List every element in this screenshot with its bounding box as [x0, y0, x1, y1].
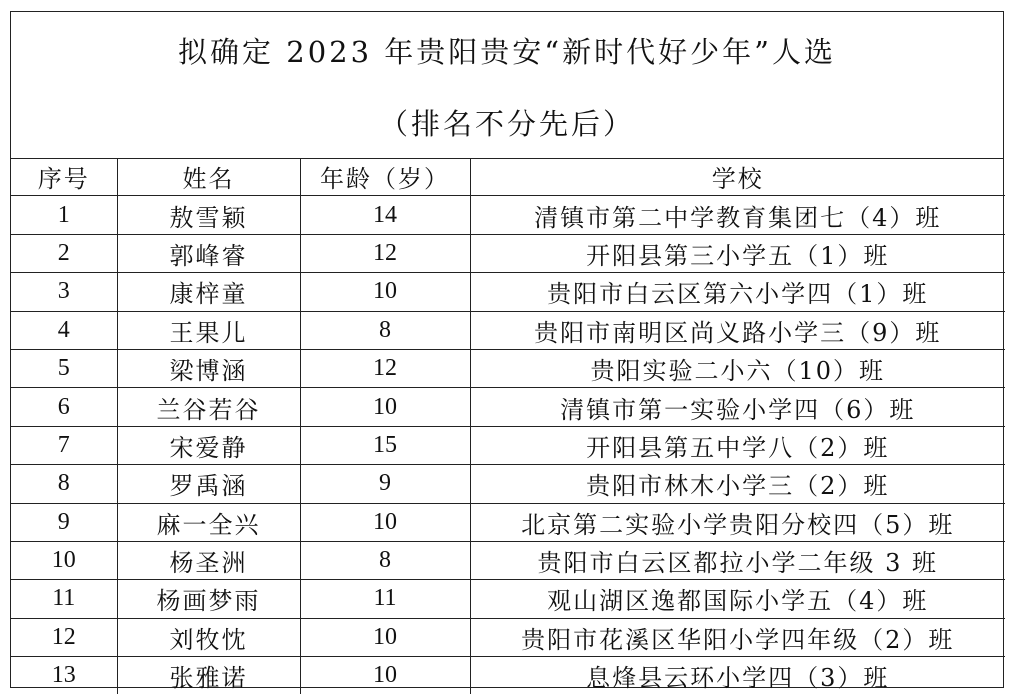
document-sheet: [10, 11, 1004, 693]
header-number: 序号: [11, 158, 117, 196]
student-age: 10: [300, 618, 470, 656]
candidates-table: [11, 158, 1005, 694]
student-school: 开阳县第三小学五（1）班: [470, 234, 1005, 272]
row-number: 6: [11, 388, 117, 426]
table-row: [11, 388, 1005, 426]
row-number: 12: [11, 618, 117, 656]
student-name: 康梓童: [117, 273, 300, 311]
table-row: [11, 349, 1005, 387]
student-name: 宋爱静: [117, 426, 300, 464]
table-row: [11, 196, 1005, 234]
row-number: 1: [11, 196, 117, 234]
table-row: [11, 426, 1005, 464]
student-school: 清镇市第一实验小学四（6）班: [470, 388, 1005, 426]
student-age: 15: [300, 426, 470, 464]
row-number: 11: [11, 580, 117, 618]
student-school: 贵阳实验二小六（10）班: [470, 349, 1005, 387]
student-name: 王果儿: [117, 311, 300, 349]
student-name: 杨圣洲: [117, 541, 300, 579]
row-number: 2: [11, 234, 117, 272]
table-body: [11, 196, 1005, 695]
table-row: [11, 503, 1005, 541]
row-number: 3: [11, 273, 117, 311]
student-school: 开阳县第五中学八（2）班: [470, 426, 1005, 464]
table-row: [11, 234, 1005, 272]
row-number: 7: [11, 426, 117, 464]
table-row: [11, 618, 1005, 656]
student-age: 9: [300, 465, 470, 503]
row-number: 5: [11, 349, 117, 387]
student-school: 贵阳市花溪区华阳小学四年级（2）班: [470, 618, 1005, 656]
student-school: 贵阳市林木小学三（2）班: [470, 465, 1005, 503]
student-school: 贵阳市南明区尚义路小学三（9）班: [470, 311, 1005, 349]
student-name: 麻一全兴: [117, 503, 300, 541]
student-name: 梁博涵: [117, 349, 300, 387]
title-block: [11, 12, 1003, 159]
student-school: 观山湖区逸都国际小学五（4）班: [470, 580, 1005, 618]
student-age: 10: [300, 273, 470, 311]
student-age: 8: [300, 541, 470, 579]
student-age: 10: [300, 388, 470, 426]
document-subtitle: （排名不分先后）: [378, 107, 635, 141]
student-name: 郭峰睿: [117, 234, 300, 272]
student-age: 10: [300, 503, 470, 541]
document-title: 拟确定 2023 年贵阳贵安“新时代好少年”人选: [178, 35, 836, 69]
table-row: [11, 273, 1005, 311]
student-age: 12: [300, 234, 470, 272]
header-school: 学校: [470, 158, 1005, 196]
student-age: 14: [300, 196, 470, 234]
student-name: 罗禹涵: [117, 465, 300, 503]
student-age: 10: [300, 657, 470, 695]
student-name: 兰谷若谷: [117, 388, 300, 426]
table-row: [11, 541, 1005, 579]
row-number: 10: [11, 541, 117, 579]
student-school: 北京第二实验小学贵阳分校四（5）班: [470, 503, 1005, 541]
table-header-row: [11, 158, 1005, 196]
row-number: 13: [11, 657, 117, 695]
header-name: 姓名: [117, 158, 300, 196]
table-row: [11, 657, 1005, 695]
student-name: 杨画梦雨: [117, 580, 300, 618]
student-name: 张雅诺: [117, 657, 300, 695]
row-number: 8: [11, 465, 117, 503]
student-age: 8: [300, 311, 470, 349]
table-row: [11, 580, 1005, 618]
table-row: [11, 465, 1005, 503]
student-school: 息烽县云环小学四（3）班: [470, 657, 1005, 695]
student-school: 贵阳市白云区第六小学四（1）班: [470, 273, 1005, 311]
student-name: 刘牧忱: [117, 618, 300, 656]
header-age: 年龄（岁）: [300, 158, 470, 196]
table-row: [11, 311, 1005, 349]
student-name: 敖雪颖: [117, 196, 300, 234]
row-number: 9: [11, 503, 117, 541]
student-age: 12: [300, 349, 470, 387]
student-school: 贵阳市白云区都拉小学二年级 3 班: [470, 541, 1005, 579]
student-school: 清镇市第二中学教育集团七（4）班: [470, 196, 1005, 234]
row-number: 4: [11, 311, 117, 349]
student-age: 11: [300, 580, 470, 618]
